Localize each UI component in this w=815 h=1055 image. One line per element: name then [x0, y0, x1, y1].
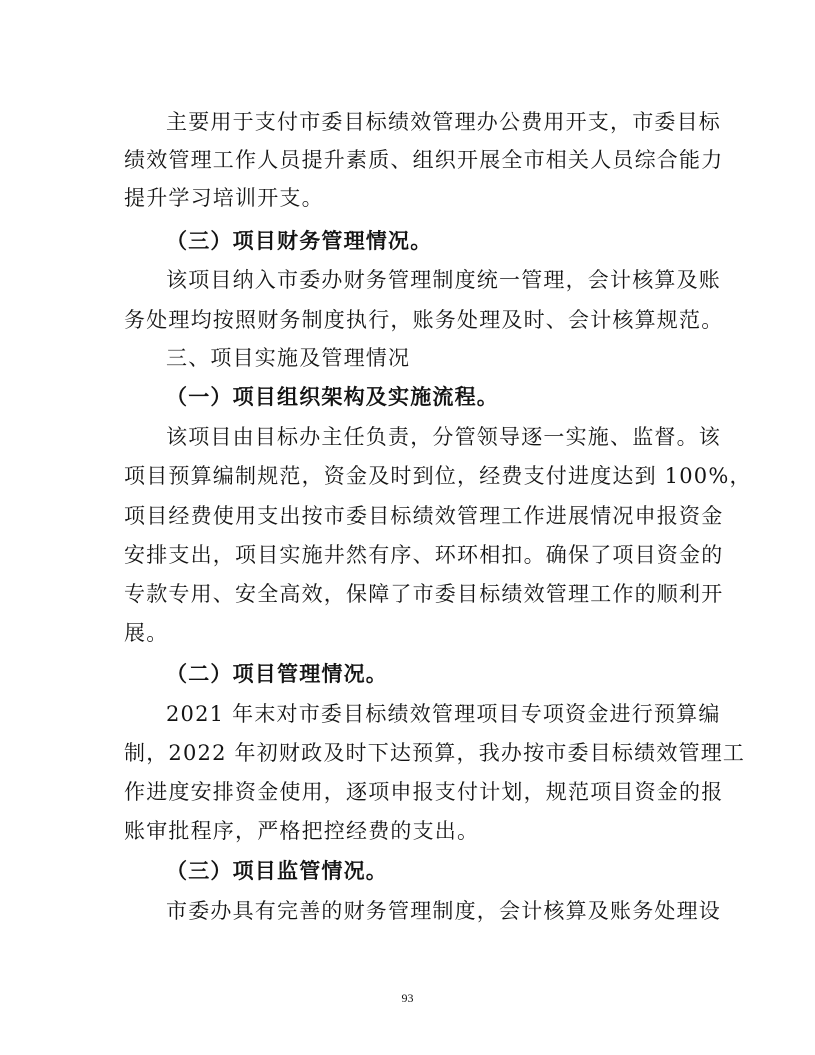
paragraph-line: 安排支出，项目实施井然有序、环环相扣。确保了项目资金的: [124, 543, 724, 567]
paragraph-line: 项目经费使用支出按市委目标绩效管理工作进展情况申报资金: [124, 504, 724, 528]
chapter-heading: 三、项目实施及管理情况: [166, 346, 411, 370]
paragraph-line: 账审批程序，严格把控经费的支出。: [124, 819, 480, 843]
paragraph-line: 展。: [124, 621, 169, 645]
page-number: 93: [401, 991, 414, 1005]
paragraph-line: 务处理均按照财务制度执行，账务处理及时、会计核算规范。: [124, 308, 724, 332]
section-heading: （三）项目监管情况。: [166, 858, 388, 883]
section-heading: （二）项目管理情况。: [166, 661, 388, 686]
paragraph-line: 提升学习培训开支。: [124, 186, 324, 210]
paragraph-line: 市委办具有完善的财务管理制度，会计核算及账务处理设: [166, 899, 721, 923]
section-heading: （三）项目财务管理情况。: [166, 228, 433, 253]
paragraph-line: 该项目纳入市委办财务管理制度统一管理，会计核算及账: [166, 268, 721, 292]
paragraph-line: 主要用于支付市委目标绩效管理办公费用开支，市委目标: [166, 110, 721, 134]
paragraph-line: 该项目由目标办主任负责，分管领导逐一实施、监督。该: [166, 425, 721, 449]
paragraph-line: 专款专用、安全高效，保障了市委目标绩效管理工作的顺利开: [124, 582, 724, 606]
paragraph-line: 制，2022 年初财政及时下达预算，我办按市委目标绩效管理工: [124, 741, 746, 765]
paragraph-line: 作进度安排资金使用，逐项申报支付计划，规范项目资金的报: [124, 780, 724, 804]
paragraph-line: 2021 年末对市委目标绩效管理项目专项资金进行预算编: [166, 702, 721, 726]
paragraph-line: 项目预算编制规范，资金及时到位，经费支付进度达到 100%，: [124, 464, 752, 488]
paragraph-line: 绩效管理工作人员提升素质、组织开展全市相关人员综合能力: [124, 148, 724, 172]
section-heading: （一）项目组织架构及实施流程。: [166, 384, 499, 409]
